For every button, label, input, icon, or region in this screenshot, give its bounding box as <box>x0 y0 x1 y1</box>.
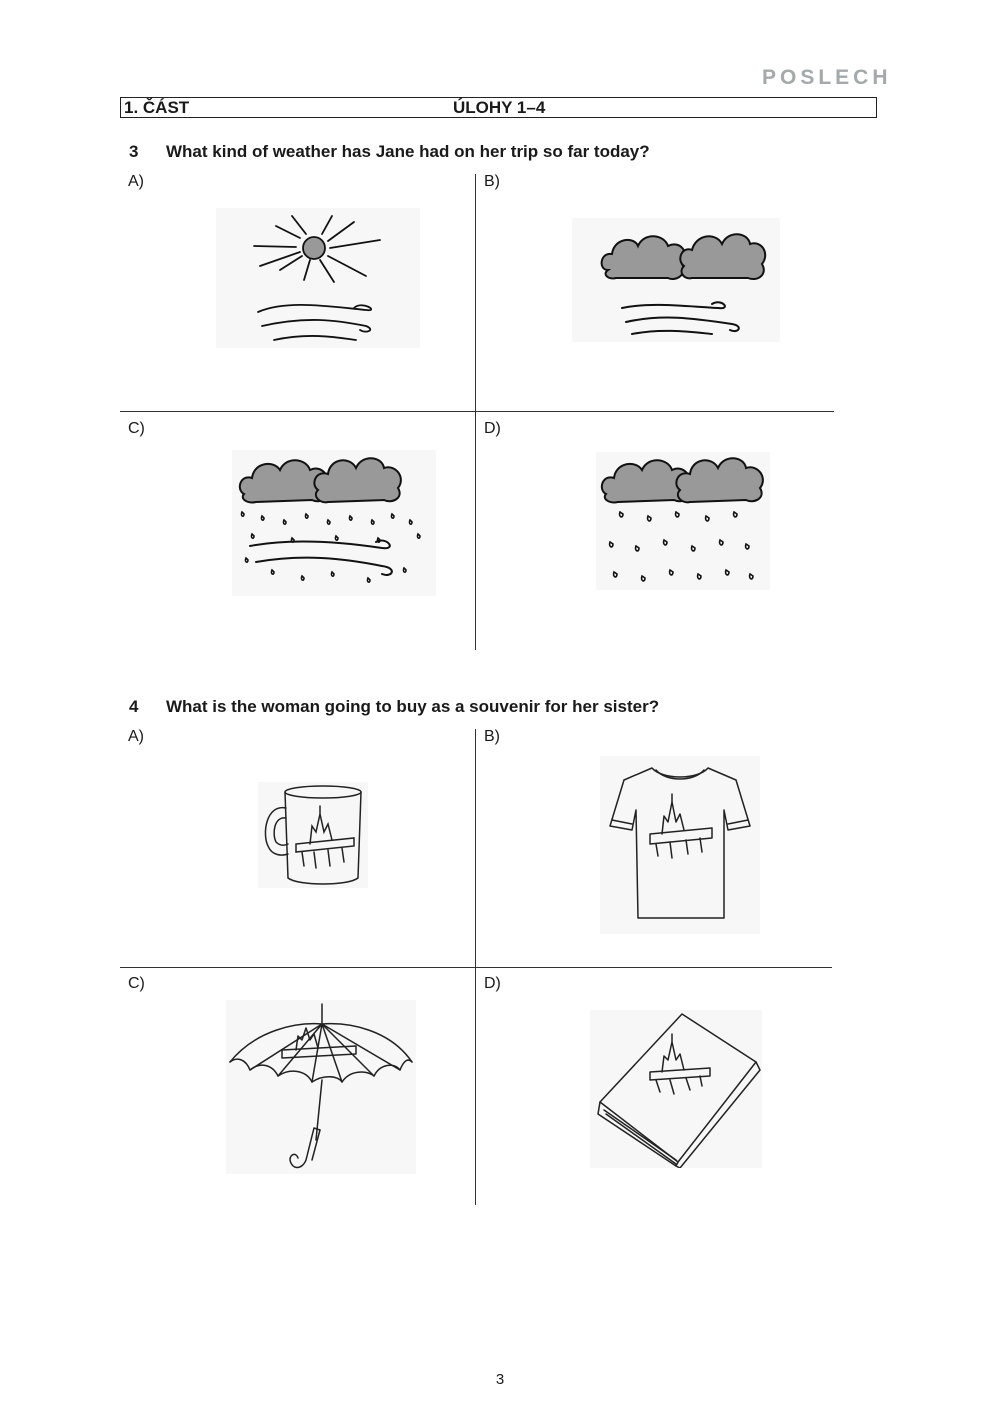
part-title: 1. ČÁST <box>124 98 190 117</box>
question-4-number: 4 <box>129 697 139 716</box>
tasks-title: ÚLOHY 1–4 <box>453 98 546 117</box>
mug-icon[interactable] <box>258 782 368 888</box>
grid-divider-horizontal <box>120 967 832 968</box>
clouds-and-wind-icon[interactable] <box>572 218 780 342</box>
option-label: C) <box>128 420 145 437</box>
option-label: B) <box>484 173 500 190</box>
grid-divider-horizontal <box>120 411 834 412</box>
option-label: C) <box>128 975 145 992</box>
question-3-text: What kind of weather has Jane had on her trip so far today? <box>166 142 650 161</box>
sun-and-wind-icon[interactable] <box>216 208 420 348</box>
clouds-rain-and-wind-icon[interactable] <box>232 450 436 596</box>
question-4-text: What is the woman going to buy as a souvenir for her sister? <box>166 697 660 716</box>
t-shirt-icon[interactable] <box>600 756 760 934</box>
page-number: 3 <box>495 1371 505 1388</box>
clouds-and-rain-icon[interactable] <box>596 452 770 590</box>
umbrella-icon[interactable] <box>226 1000 416 1174</box>
question-3-number: 3 <box>129 142 139 161</box>
option-label: D) <box>484 975 501 992</box>
book-icon[interactable] <box>590 1010 762 1168</box>
option-label: A) <box>128 728 144 745</box>
option-label: A) <box>128 173 144 190</box>
grid-divider-vertical <box>475 174 476 650</box>
section-label: POSLECH <box>762 66 892 89</box>
option-label: B) <box>484 728 500 745</box>
option-label: D) <box>484 420 501 437</box>
